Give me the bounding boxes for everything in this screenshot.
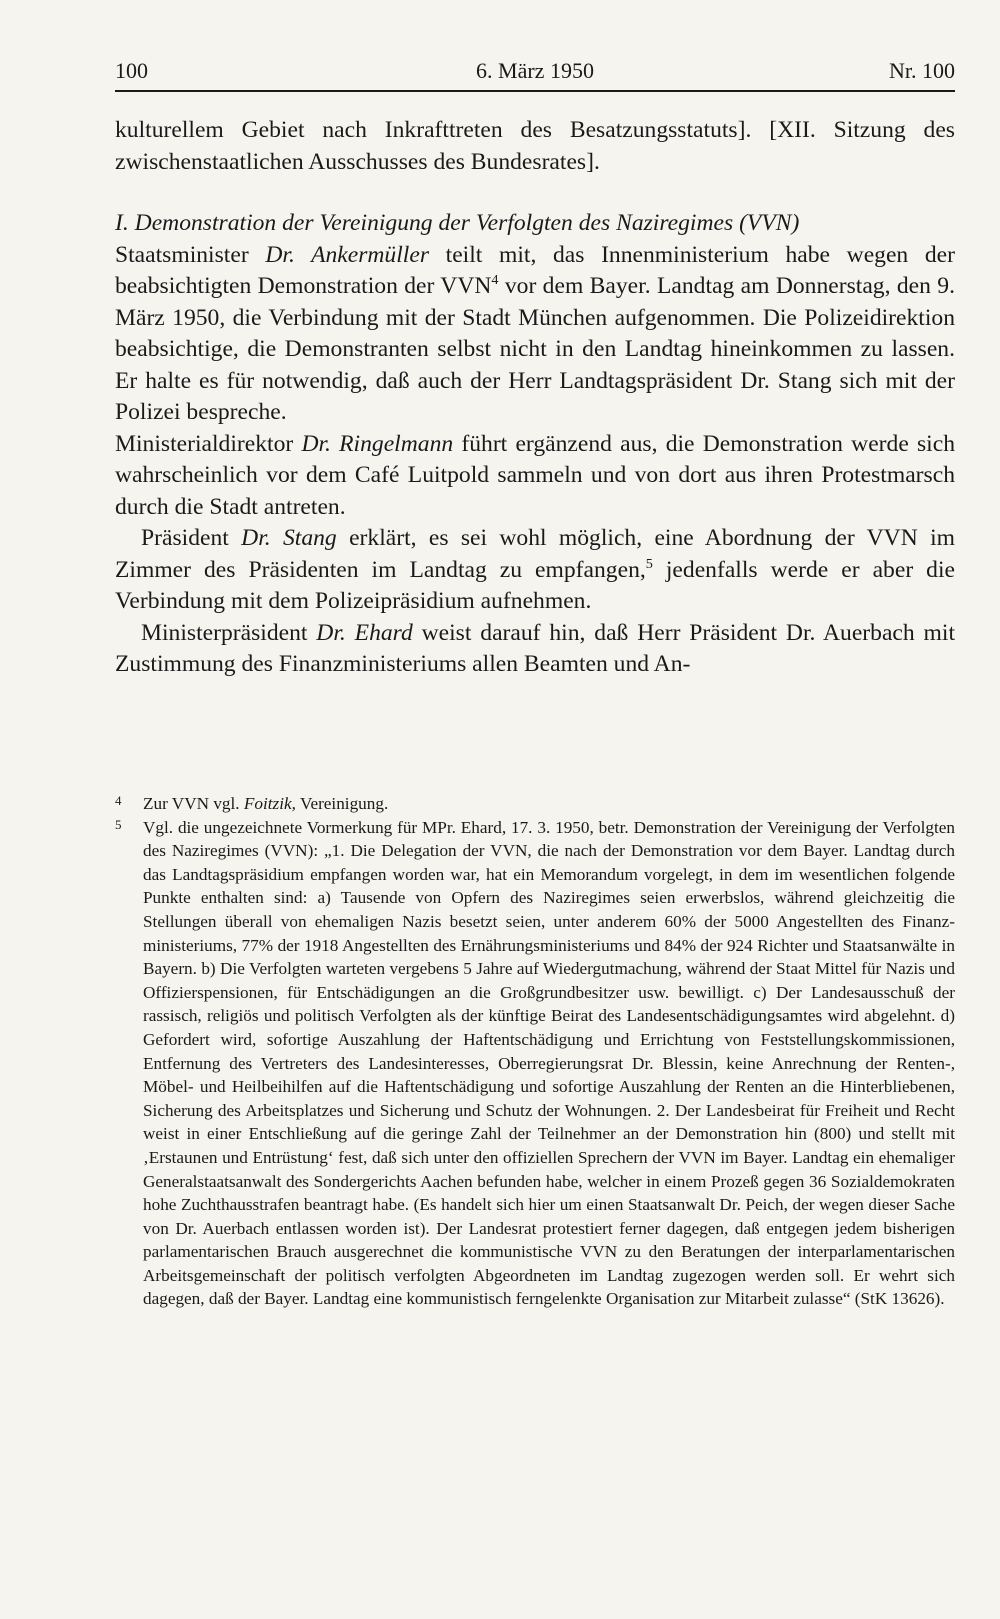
issue-number: Nr. 100: [889, 58, 955, 83]
speaker-name: Dr. Ankermüller: [265, 241, 429, 268]
speaker-title: Präsident: [141, 525, 229, 551]
paragraph-ankermueller: [115, 240, 955, 429]
paragraph-text: führt ergänzend aus, die Demonstration werde sich wahrscheinlich vor dem Café Luitpold sammeln und von dort aus ihren Protestmarsch durch die Stadt antreten.: [115, 430, 955, 520]
paragraph-stang: [115, 523, 955, 618]
footnote-reference[interactable]: 4: [491, 272, 499, 289]
header-rule: [115, 90, 955, 92]
footnote-number: 5: [115, 816, 122, 832]
paragraph-text: weist darauf hin, daß Herr Präsident Dr. Auerbach mit Zustimmung des Finanzministeriums allen Beamten und An-: [115, 619, 955, 677]
page-number: 100: [115, 58, 148, 83]
paragraph-text: teilt mit, das Innenministerium habe wegen der beabsichtigten Demonstration der VVN: [115, 241, 955, 299]
speaker-title: Ministerpräsident: [141, 619, 308, 646]
section-heading: I. Demonstration der Vereinigung der Verfolgten des Naziregimes (VVN): [115, 210, 800, 236]
paragraph-ehard: [115, 618, 955, 681]
footnote-4: [115, 792, 955, 816]
continued-paragraph: kulturellem Gebiet nach Inkrafttreten des Besatzungsstatuts]. [XII. Sitzung des zwischenstaatlichen Ausschusses des Bundesrates].: [115, 117, 955, 175]
running-header: [115, 58, 955, 92]
footnote-text: Vgl. die ungezeichnete Vormerkung für MPr. Ehard, 17. 3. 1950, betr. Demonstration der Vereinigung der Verfolgten des Naziregimes (VVN): „1. Die Delegation der VVN, die nach der Demonstration vor dem Bayer. Landtag durch das Landtagspräsidium empfangen worden war, hat ein Memorandum vorgelegt, in dem im wesentlichen folgende Punkte enthalten sind: a) Tausende von Opfern des Naziregimes seien erwerbslos, während gleichzeitig die Stellungen überall von ehemaligen Nazis besetzt seien, unter anderem 60% der 5000 Angestellten des Finanzministeriums, 77% der 1918 Angestellten des Ernährungsministeriums und 84% der 924 Richter und Staatsanwälte in Bayern. b) Die Verfolgten warteten vergebens 5 Jahre auf Wiedergutmachung, während der Staat Mittel für Nazis und Offizierspensionen, für Entschädigungen an die Großgrundbesitzer usw. bewilligt. c) Der Landesausschuß der rassisch, religiös und politisch Verfolgten als der künftige Beirat des Landesentschädigungsamtes wird abgelehnt. d) Gefordert wird, sofortige Auszahlung der Haftentschädigung und Errichtung von Feststellungskommissionen, Entfernung des Vertreters des Landesinteresses, Oberregierungsrat Dr. Blessin, keine Anrechnung der Renten-, Möbel- und Heilbeihilfen auf die Haftentschädigung und sofortige Auszahlung der Renten an die Hinterbliebenen, Sicherung des Arbeitsplatzes und Sicherung und Schutz der Wohnungen. 2. Der Landesbeirat für Freiheit und Recht weist in einer Entschließung auf die geringe Zahl der Teilnehmer an der Demonstration hin (800) und stellt mit ‚Erstaunen und Entrüstung‘ fest, daß sich unter den offiziellen Sprechern der VVN im Bayer. Landtag ein ehemaliger Generalstaatsanwalt des Sondergerichts Aachen befunden habe, welcher in einem Prozeß gegen 36 Sozialdemokraten hohe Zuchthausstrafen beantragt habe. (Es handelt sich hier um einen Staatsanwalt Dr. Peich, der wegen dieser Sache von Dr. Auerbach entlassen worden ist). Der Landesrat protestiert ferner dagegen, daß entgegen jedem bisherigen parlamentarischen Brauch ausgerechnet die kommunistische VVN zu den Beratungen der interparlamentarischen Arbeitsgemeinschaft der politisch verfolgten Abgeordneten im Landtag zugezogen werden soll. Er wehrt sich dagegen, daß der Bayer. Landtag eine kommunistisch ferngelenkte Organisation zur Mitarbeit zulasse“ (StK 13626).: [143, 817, 955, 1309]
header-date: 6. März 1950: [476, 58, 594, 83]
footnote-number: 4: [115, 793, 122, 808]
footnote-reference[interactable]: 5: [645, 555, 653, 572]
footnote-text: Vereinigung.: [295, 794, 389, 813]
speaker-name: Dr. Ehard: [316, 619, 413, 646]
footnote-text: Zur VVN vgl.: [143, 794, 244, 813]
footnote-5: [115, 816, 955, 1311]
paragraph-ringelmann: [115, 429, 955, 524]
footnote-citation-author: Foitzik,: [243, 794, 296, 813]
speaker-title: Staatsminister: [115, 241, 249, 268]
speaker-name: Dr. Ringelmann: [301, 430, 454, 457]
speaker-title: Ministerialdirektor: [115, 430, 294, 457]
speaker-name: Dr. Stang: [241, 525, 337, 551]
footnotes: [115, 792, 955, 1311]
main-text: [115, 115, 955, 681]
paragraph-text: vor dem Bayer. Landtag am Donnerstag, den 9. März 1950, die Verbindung mit der Stadt München aufgenommen. Die Polizeidirektion beabsichtige, die Demonstranten selbst nicht in den Landtag hineinkommen zu lassen. Er halte es für notwendig, daß auch der Herr Landtagspräsident Dr. Stang sich mit der Polizei bespreche.: [115, 273, 955, 425]
paragraph-text: jedenfalls werde er aber die Verbindung mit dem Polizeipräsidium aufnehmen.: [115, 556, 956, 614]
paragraph-text: erklärt, es sei wohl möglich, eine Abordnung der VVN im Zimmer des Präsidenten im Landtag zu empfangen,: [115, 525, 955, 583]
